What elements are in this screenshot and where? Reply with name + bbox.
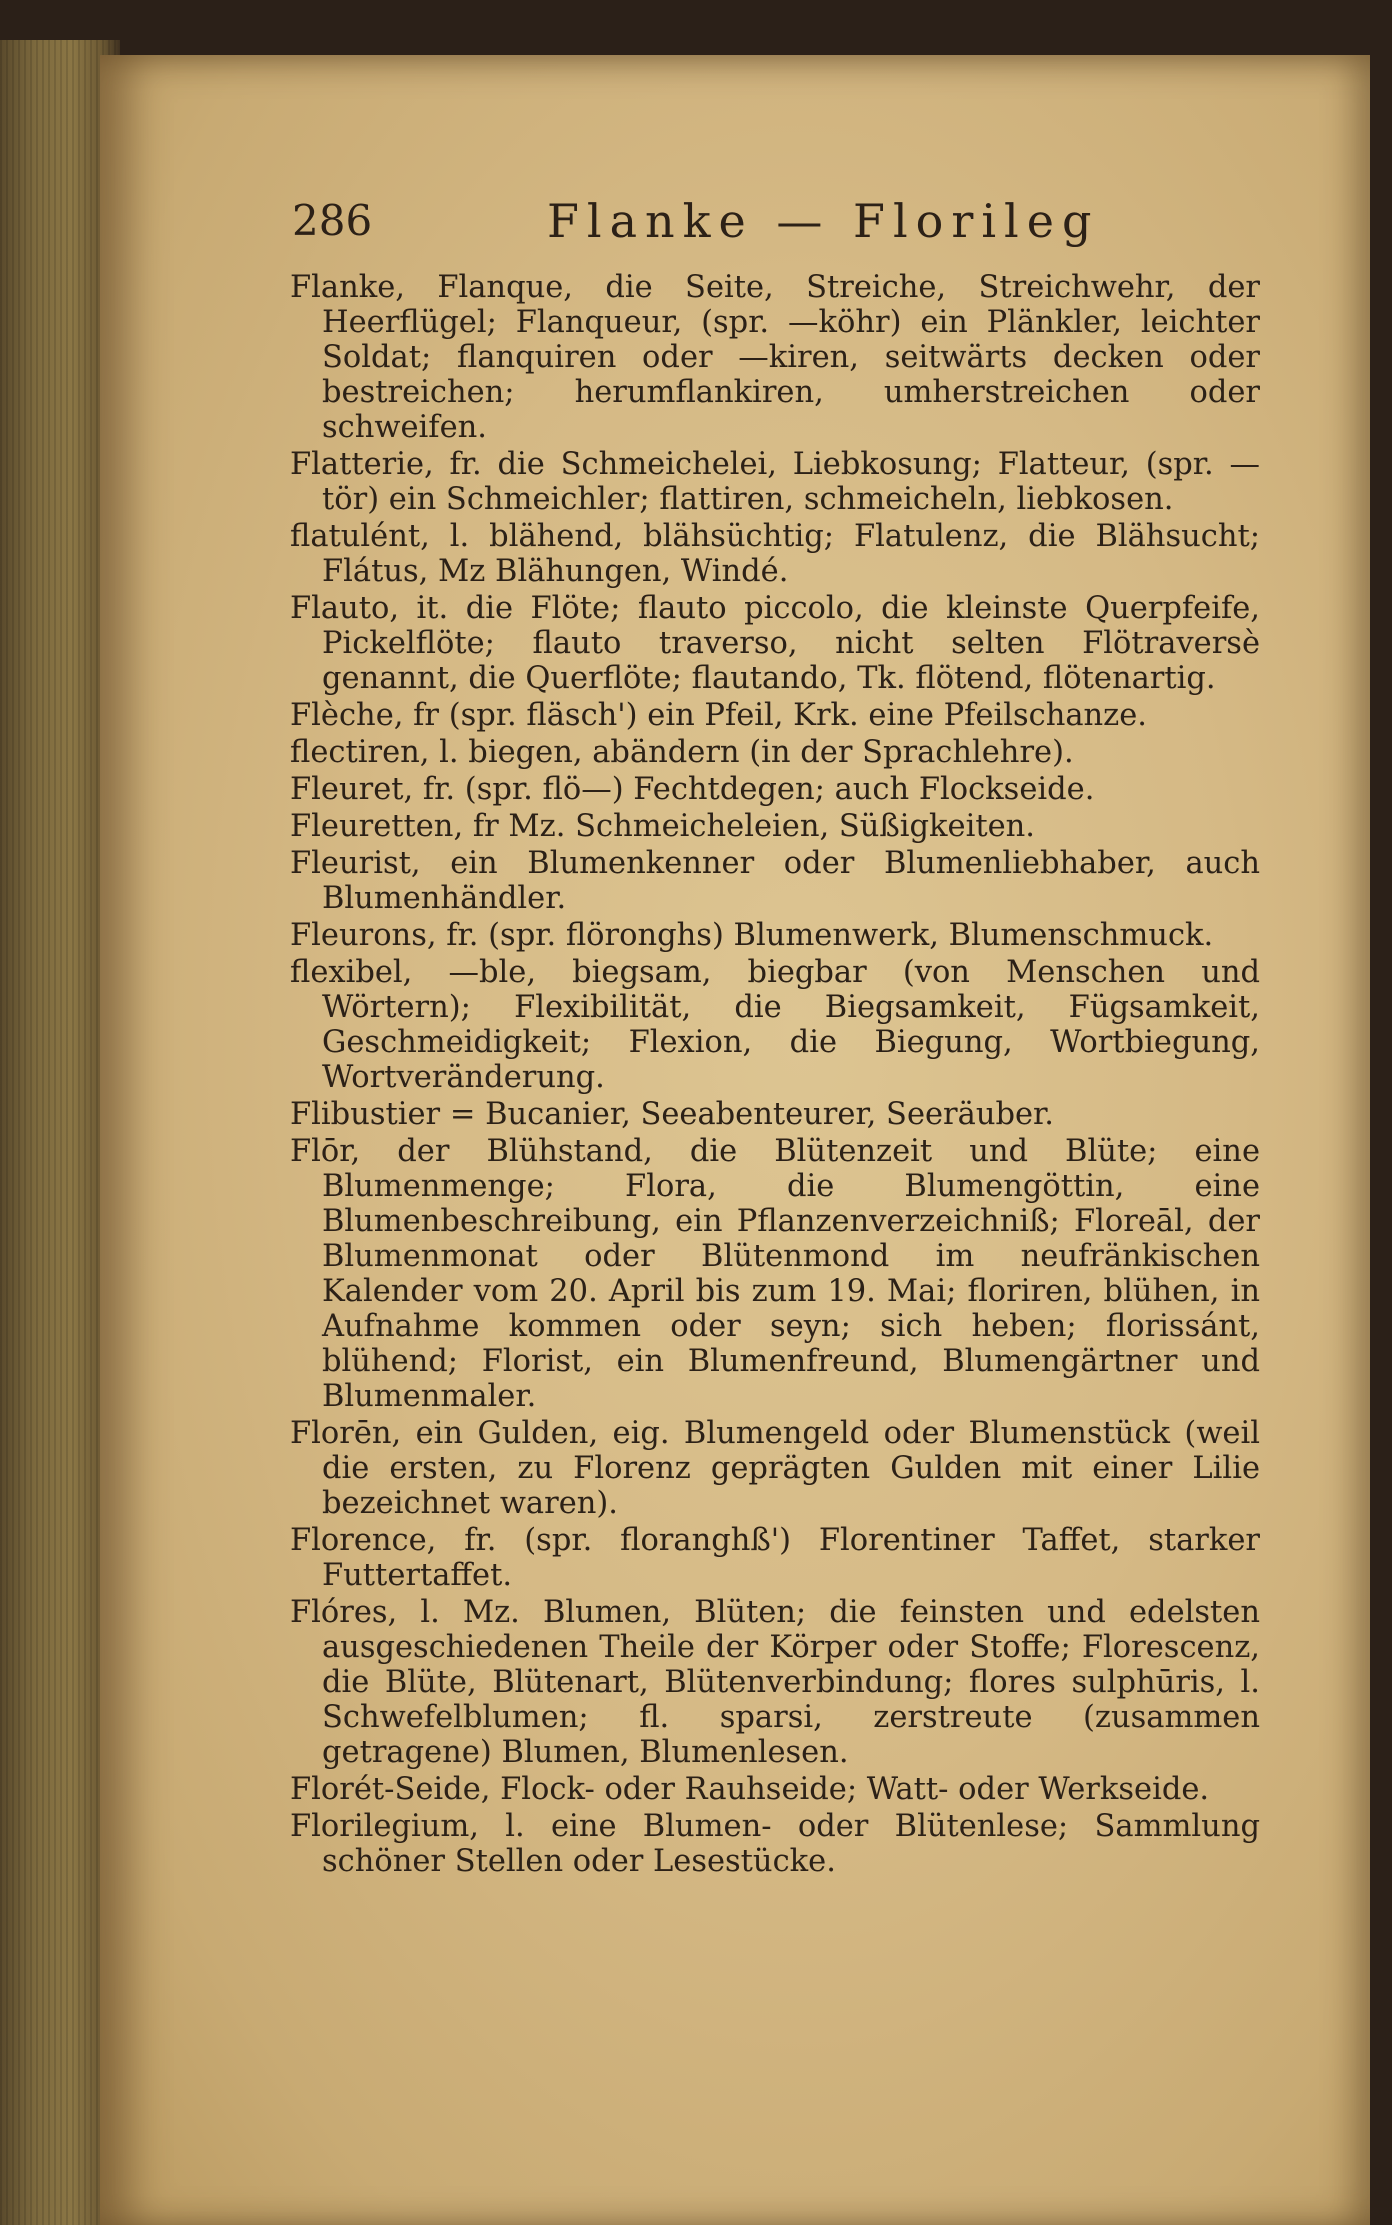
- entry-flores: Flóres, l. Mz. Blumen, Blüten; die feinsten und edelsten ausgeschiedenen Theile der Körper oder Stoffe; Florescenz, die Blüte, Blütenart, Blütenverbindung; flores sulphūris, l. Schwefelblumen; fl. sparsi, zerstreute (zusammen getragene) Blumen, Blumenlesen.: [290, 1595, 1260, 1770]
- entry-fleuretten: Fleuretten, fr Mz. Schmeicheleien, Süßigkeiten.: [290, 809, 1035, 844]
- entry-florence: Florence, fr. (spr. floranghß') Florentiner Taffet, starker Futtertaffet.: [290, 1523, 1260, 1593]
- entry-flibustier: Flibustier = Bucanier, Seeabenteurer, Seeräuber.: [290, 1097, 1054, 1132]
- page-header: [292, 190, 1100, 260]
- running-title: Flanke — Florileg: [547, 194, 1100, 248]
- entry-flatulent: flatulént, l. blähend, blähsüchtig; Flatulenz, die Blähsucht; Flátus, Mz Blähungen, Windé.: [290, 519, 1260, 589]
- entry-flauto: Flauto, it. die Flöte; flauto piccolo, die kleinste Querpfeife, Pickelflöte; flauto traverso, nicht selten Flötraversè genannt, die Querflöte; flautando, Tk. flötend, flötenartig.: [290, 591, 1260, 696]
- entry-flectiren: flectiren, l. biegen, abändern (in der Sprachlehre).: [290, 735, 1074, 770]
- entry-fleurist: Fleurist, ein Blumenkenner oder Blumenliebhaber, auch Blumenhändler.: [290, 846, 1260, 916]
- entry-floren: Florēn, ein Gulden, eig. Blumengeld oder Blumenstück (weil die ersten, zu Florenz geprägten Gulden mit einer Lilie bezeichnet waren).: [290, 1416, 1260, 1521]
- page-number: 286: [292, 196, 373, 245]
- entry-flor: Flōr, der Blühstand, die Blütenzeit und Blüte; eine Blumenmenge; Flora, die Blumengöttin, eine Blumenbeschreibung, ein Pflanzenverzeichniß; Floreāl, der Blumenmonat oder Blütenmond im neufränkischen Kalender vom 20. April bis zum 19. Mai; floriren, blühen, in Aufnahme kommen oder seyn; sich heben; florissánt, blühend; Florist, ein Blumenfreund, Blumengärtner und Blumenmaler.: [290, 1134, 1260, 1414]
- entry-fleurons: Fleurons, fr. (spr. flöronghs) Blumenwerk, Blumenschmuck.: [290, 918, 1214, 953]
- entry-fleuret: Fleuret, fr. (spr. flö—) Fechtdegen; auch Flockseide.: [290, 772, 1095, 807]
- dictionary-entries: [290, 270, 1260, 1881]
- entry-flatterie: Flatterie, fr. die Schmeichelei, Liebkosung; Flatteur, (spr. —tör) ein Schmeichler; flattiren, schmeicheln, liebkosen.: [290, 447, 1260, 517]
- entry-flexibel: flexibel, —ble, biegsam, biegbar (von Menschen und Wörtern); Flexibilität, die Biegsamkeit, Fügsamkeit, Geschmeidigkeit; Flexion, die Biegung, Wortbiegung, Wortveränderung.: [290, 955, 1260, 1095]
- entry-fleche: Flèche, fr (spr. fläsch') ein Pfeil, Krk. eine Pfeilschanze.: [290, 698, 1147, 733]
- entry-flanke: Flanke, Flanque, die Seite, Streiche, Streichwehr, der Heerflügel; Flanqueur, (spr. —köhr) ein Plänkler, leichter Soldat; flanquiren oder —kiren, seitwärts decken oder bestreichen; herumflankiren, umherstreichen oder schweifen.: [290, 270, 1260, 445]
- entry-floret-seide: Florét-Seide, Flock- oder Rauhseide; Watt- oder Werkseide.: [290, 1772, 1210, 1807]
- entry-florilegium: Florilegium, l. eine Blumen- oder Blütenlese; Sammlung schöner Stellen oder Lesestücke.: [290, 1809, 1260, 1879]
